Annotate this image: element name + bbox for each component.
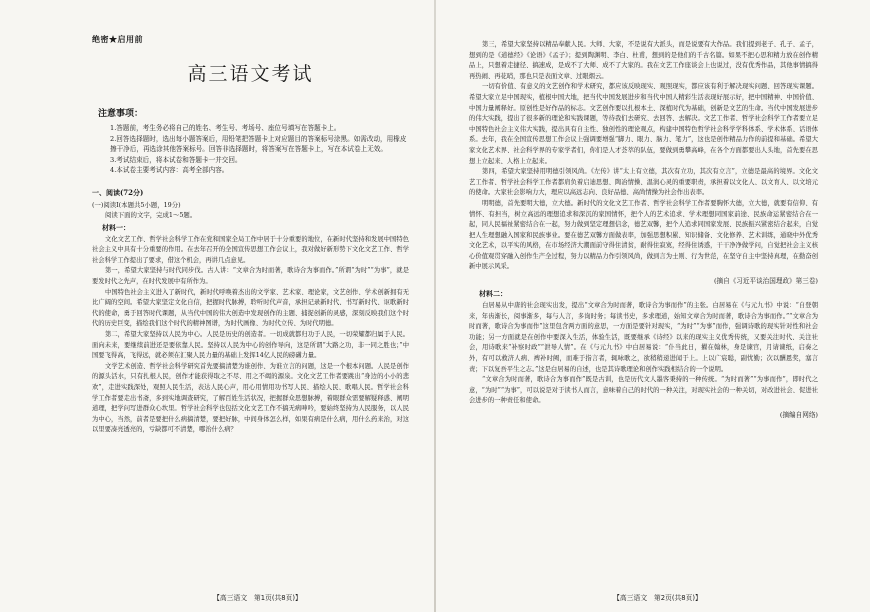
paragraph: 文化文艺工作、哲学社会科学工作在党和国家全局工作中居于十分重要的地位，在新时代坚持和发展中国特色社会主义中具有十分重要的作用。在去年召开的全国宣传思想工作会议上，我对做好新形势下文化文艺工作、哲学社会科学工作提出了要求，借这个机会，再讲几点意见。 [92, 235, 409, 264]
paragraph: 文学艺术创造、哲学社会科学研究首先要搞清楚为谁创作、为谁立言的问题，这是一个根本问题。人民是创作的源头活水，只有扎根人民，创作才能获得取之不尽、用之不竭的源泉。文化文艺工作者要跳出“身边的小小的悲欢”，走进实践深处，观照人民生活，表达人民心声，用心用情用功书写人民、描绘人民、歌唱人民。哲学社会科学工作者要走出书斋，多到实地调查研究，了解百姓生活状况，把握群众思想脉搏，着眼群众需要解疑释惑、阐明道理，把学问写进群众心坎里。哲学社会科学也包括文化文艺工作不搞无病呻吟，要始终坚持为人民服务，以人民为中心，当然，前者是要把什么病搞清楚，要把好脉，中间身体怎么样，如果有病是什么病，用什么药来治，对这以里要凑亮透亮的，亏缺都可不清楚，哪治什么病？ [92, 362, 409, 434]
notice-heading: 注意事项： [98, 109, 144, 119]
paragraph: 一切有价值、有意义的文艺创作和学术研究，都应该反映现实、观照现实，都应该有利于解决现实问题、回答现实课题。希望大家立足中国现实，植根中国大地，把当代中国发展进步和当代中国人精彩生活表现好展示好，把中国精神、中国价值、中国力量阐释好。原创性是好作品的标志。文艺创作要以扎根本土、深植时代为基础，创新是文艺的生命。当代中国发展进步的伟大实践，提出了很多新的理论和实践课题，等待我们去研究、去回答、去解决。文艺工作者、哲学社会科学工作者要立足中国特色社会主义伟大实践，提出具有自主性、独创性的理论观点，构建中国特色哲学社会科学学科体系、学术体系、话语体系。去年，我在全国宣传思想工作会议上强调要增强“脚力、眼力、脑力、笔力”，这也是创作精品力作的前提和基础。希望大家文化艺术界、社会科学界的专家学者们，你们是人才荟萃的队伍，要做到勇攀高峰，在各个方面都要出人头地，首先要在思想上立起来、人格上立起来。 [469, 83, 818, 165]
section-heading: 一、阅读(72分) [92, 187, 144, 197]
paragraph: 第一，希望大家坚持与时代同步伐。古人讲：“文章合为时而著，歌诗合为事而作。”所谓“为时”“为事”，就是要发时代之先声，在时代发展中有所作为。 [92, 267, 409, 286]
paragraph: 第四，希望大家坚持用明德引领风尚。《左传》讲“太上有立德，其次有立功，其次有立言”，立德是最高的境界。文化文艺工作者、哲学社会科学工作者都肩负着启迪思想、陶冶情操、温润心灵的重要职责，承担着以文化人、以文育人、以文培元的使命。大家社会影响力大，理应以高远志向、良好品德、高尚情操为社会作出表率。 [469, 168, 818, 197]
page-footer: 【高三语文 第1页(共8页)】 [213, 594, 302, 602]
material-two-label: 材料二： [479, 289, 507, 299]
notice-item: 3.考试结束后，将本试卷和答题卡一并交回。 [110, 155, 242, 164]
sub-heading: (一)阅读Ⅰ(本题共5小题，19分) [92, 200, 181, 209]
paragraph: 明明德，首先要明大德，立大德。新时代的文化文艺工作者、哲学社会科学工作者要胸怀大德，立大德，就要有信仰、有情怀、有担当，树立高远的理想追求和深沉的家国情怀，把个人的艺术追求、学术理想同国家前途、民族命运紧密结合在一起，同人民福祉紧密结合在一起，努力做到坚定理想信念，德艺双馨，把个人追求同国家发展、民族振兴紧密结合起来，自觉把人生理想融入国家和民族事业。要在德艺双馨方面做表率，加强思想积累、知识储备、文化修养、艺术训练，通晓中外优秀文化艺术，以平实的风格，在市场经济大潮面前守得住清贫，耐得住寂寞，经得住诱惑，干干净净做学问，自觉把社会主义核心价值观贯穿融入创作生产全过程，努力以精品力作引领风尚，做到言为士则、行为世范，在坚守自主中坚持真理，在勤奋创新中展示风采。 [469, 199, 818, 271]
paragraph: 第三，希望大家坚持以精品奉献人民。大师、大家，不是说有大派头，而是说要有大作品。我们提到老子、孔子、孟子，想到的是《道德经》《论语》《孟子》；提到陶渊明、李白、杜甫，想到的是他们的千古名篇。如果不把心思和精力放在创作精品上，只想着走捷径、搞速成，是成不了大师、成不了大家的。我在文艺工作座谈会上也说过，没有优秀作品，其他事情搞得再热闹、再花哨，那也只是表面文章、过眼烟云。 [469, 41, 818, 80]
paragraph: 中国特色社会主义进入了新时代，新时代呼唤着杰出的文学家、艺术家、理论家，文艺创作、学术创新拥有无比广阔的空间。希望大家坚定文化自信，把握时代脉搏，聆听时代声音，承担记录新时代、书写新时代、讴歌新时代的使命，勇于回答时代课题，从当代中国的伟大创造中发现创作的主题、捕捉创新的灵感，深刻反映我们这个时代的历史巨变，描绘我们这个时代的精神图谱，为时代画像、为时代立传、为时代明德。 [92, 288, 409, 328]
reading-instruction: 阅读下面的文字，完成1～5题。 [105, 211, 197, 220]
paragraph: 白居易从中唐的社会现实出发，提出“文章合为时而著，歌诗合为事而作”的主张。白居易在《与元九书》中说：“自登朝来，年齿渐长，阅事渐多，每与人言，多询时务；每读书史，多求理道，始知文章合为时而著，歌诗合为事而作。”“文章合为时而著，歌诗合为事而作”这里包含两方面的意思，一方面是要针对现实，“为时”“为事”而作，强调诗歌的现实针对性和社会功能；另一方面就是在创作中要深入生活，体验生活，既要继承《诗经》以来的现实主义优秀传统，又要关注时代、关注社会，用诗歌来“补察时政”“泄导人情”。在《与元九书》中白居易说：“仆当此日，擢在翰林，身是谏官，月请谏纸，启奏之外，有可以救济人病、裨补时阙，而难于指言者，辄咏歌之，欲稍稍递进闻于上。上以广宸聪，副忧勤；次以酬恩奖，塞言责；下以复吾平生之志。”这是白居易的自述，也是其诗歌理论和创作实践相结合的一个说明。 [469, 302, 818, 373]
page-two [435, 0, 870, 612]
exam-title: 高三语文考试 [187, 63, 314, 85]
page-footer: 【高三语文 第2页(共8页)】 [613, 594, 702, 602]
notice-item: 2.回答选择题时，选出每小题答案后，用铅笔把答题卡上对应题目的答案标号涂黑。如需改动，用橡皮擦干净后，再选涂其他答案标号。回答非选择题时，将答案写在答题卡上，写在本试卷上无效。 [110, 134, 407, 153]
confidential-mark: 绝密★启用前 [92, 34, 143, 44]
material-one-label: 材料一： [102, 222, 130, 232]
notice-item: 1.答题前，考生务必将自己的姓名、考生号、考场号、座位号填写在答题卡上。 [110, 124, 341, 132]
notice-item: 4.本试卷主要考试内容：高考全部内容。 [110, 166, 229, 174]
source-citation: (摘编自网络) [779, 411, 818, 419]
paragraph: 第二，希望大家坚持以人民为中心。人民是历史的创造者。一切成就都归功于人民，一切荣耀都归属于人民。面向未来，要继续前进还是要依靠人民。坚持以人民为中心的创作导向，这是所谓“大路之功，非一同之胜也；”中国要飞得高，飞得远，就必须在汇聚人民力量的基础上发挥14亿人民的磅礴力量。 [92, 331, 409, 360]
source-citation: (摘自《习近平谈治国理政》第三卷) [713, 277, 818, 286]
paragraph: “文章合为时而著，歌诗合为事而作”既是古训，也是历代文人墨客秉持的一种传统。“为时而著”“为事而作”，即时代之意，“为时”“为事”，可以说是对于读书人而言，意味着自己的时代的一种关注，对现实社会的一种关切，对改进社会、促进社会进步的一种责任和使命。 [469, 376, 818, 405]
